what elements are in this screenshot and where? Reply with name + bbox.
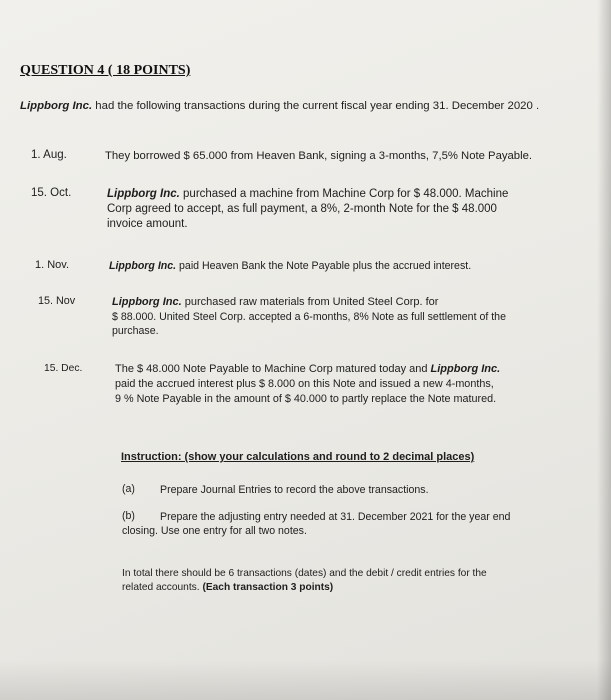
transaction-desc-nov15-text: purchased raw materials from United Steel Corp. for [181, 296, 439, 308]
transaction-desc-oct-text: purchased a machine from Machine Corp for $ 48.000. Machine [179, 188, 509, 200]
transaction-date-dec: 15. Dec. [44, 363, 83, 374]
intro-body: had the following transactions during the current fiscal year ending 31. December 2020 . [92, 100, 540, 112]
instruction-heading: Instruction: (show your calculations and round to 2 decimal places) [121, 451, 475, 463]
transaction-company-oct: Lippborg Inc. [107, 188, 180, 200]
transaction-company-nov1: Lippborg Inc. [109, 260, 177, 272]
transaction-company-dec: Lippborg Inc. [430, 363, 501, 375]
transaction-desc-dec-line1 [115, 362, 500, 376]
transaction-desc-nov15-line2: $ 88.000. United Steel Corp. accepted a 6-months, 8% Note as full settlement of the [112, 311, 506, 323]
intro-text [20, 100, 539, 112]
transaction-desc-oct-line1 [107, 187, 508, 202]
instruction-b-line2: closing. Use one entry for all two notes. [122, 525, 307, 537]
page-bottom-shadow [0, 660, 611, 700]
transaction-date-aug: 1. Aug. [31, 149, 67, 161]
instruction-note-line1: In total there should be 6 transactions (dates) and the debit / credit entries for the [122, 568, 487, 579]
transaction-date-nov15: 15. Nov [38, 295, 76, 307]
transaction-desc-dec-line2: paid the accrued interest plus $ 8.000 on this Note and issued a new 4-months, [115, 378, 494, 390]
instruction-b-line1: Prepare the adjusting entry needed at 31. December 2021 for the year end [160, 511, 511, 523]
instruction-note-line2 [122, 581, 333, 595]
instruction-a-text: Prepare Journal Entries to record the above transactions. [160, 484, 429, 496]
transaction-desc-dec-line3: 9 % Note Payable in the amount of $ 40.000 to partly replace the Note matured. [115, 393, 497, 405]
instruction-note-points: (Each transaction 3 points) [202, 582, 334, 593]
intro-company: Lippborg Inc. [20, 100, 93, 112]
transaction-desc-aug: They borrowed $ 65.000 from Heaven Bank, signing a 3-months, 7,5% Note Payable. [105, 150, 533, 162]
transaction-desc-oct-line3: invoice amount. [107, 218, 188, 230]
transaction-desc-dec-pre: The $ 48.000 Note Payable to Machine Corp matured today and [115, 363, 431, 375]
transaction-desc-nov15-line3: purchase. [112, 325, 159, 337]
page-edge-shadow [597, 0, 611, 700]
transaction-desc-nov1 [109, 259, 471, 273]
transaction-desc-nov1-text: paid Heaven Bank the Note Payable plus the accrued interest. [176, 260, 472, 272]
instruction-b-label: (b) [122, 510, 135, 522]
instruction-a-label: (a) [122, 483, 135, 495]
instruction-note-text: related accounts. [122, 582, 200, 593]
transaction-date-nov1: 1. Nov. [35, 259, 70, 271]
transaction-date-oct: 15. Oct. [31, 187, 72, 199]
question-title: QUESTION 4 ( 18 POINTS) [20, 63, 191, 78]
transaction-desc-oct-line2: Corp agreed to accept, as full payment, a 8%, 2-month Note for the $ 48.000 [107, 203, 497, 215]
transaction-company-nov15: Lippborg Inc. [112, 296, 182, 308]
transaction-desc-nov15-line1 [112, 295, 438, 309]
